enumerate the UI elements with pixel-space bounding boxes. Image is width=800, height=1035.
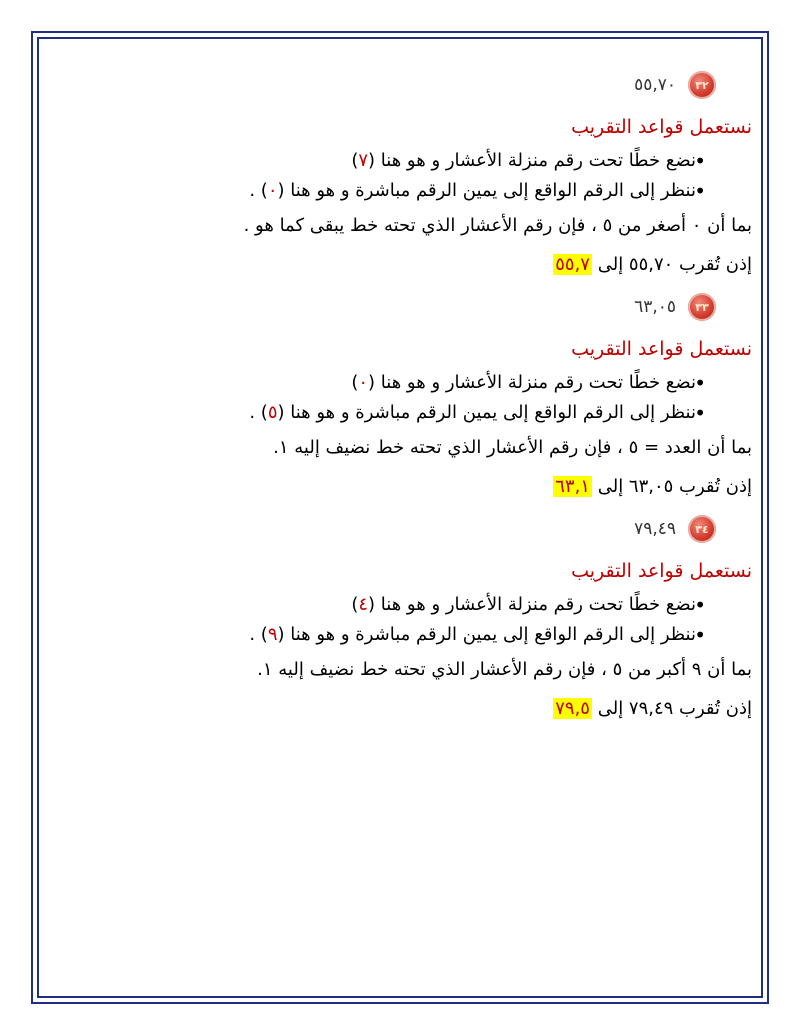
rule-title: نستعمل قواعد التقريب <box>571 560 752 582</box>
result-prefix: إذن تُقرب ٥٥,٧٠ إلى <box>597 254 752 275</box>
step-digit: ٩ <box>267 624 278 645</box>
problem-33 <box>48 284 752 506</box>
rule-title: نستعمل قواعد التقريب <box>571 338 752 360</box>
reasoning-line: بما أن ٠ أصغر من ٥ ، فإن رقم الأعشار الذي تحته خط يبقى كما هو . <box>243 215 752 236</box>
step-digit: ٧ <box>358 150 369 171</box>
exercise-header <box>48 62 752 108</box>
rule-title: نستعمل قواعد التقريب <box>571 116 752 138</box>
step-item: • نضع خطًا تحت رقم منزلة الأعشار و هو هنا (٧) <box>48 146 752 176</box>
answer-highlight: ٦٣,١ <box>555 476 590 497</box>
step-digit: ٠ <box>358 372 369 393</box>
step-item: • نضع خطًا تحت رقم منزلة الأعشار و هو هنا (٠) <box>48 368 752 398</box>
steps-list <box>48 368 752 428</box>
steps-list <box>48 146 752 206</box>
exercise-header <box>48 284 752 330</box>
exercise-number-badge: ٣٢ <box>688 71 716 99</box>
result-line <box>48 468 752 506</box>
reasoning-line: بما أن ٩ أكبر من ٥ ، فإن رقم الأعشار الذي تحته خط نضيف إليه ١. <box>257 659 752 680</box>
step-digit: ٠ <box>267 180 278 201</box>
step-item: • ننظر إلى الرقم الواقع إلى يمين الرقم مباشرة و هو هنا (٥) . <box>48 398 752 428</box>
step-item: • ننظر إلى الرقم الواقع إلى يمين الرقم مباشرة و هو هنا (٠) . <box>48 176 752 206</box>
exercise-number-badge: ٣٣ <box>688 293 716 321</box>
result-line <box>48 246 752 284</box>
exercise-number: ٥٥,٧٠ <box>634 75 676 95</box>
step-item: • ننظر إلى الرقم الواقع إلى يمين الرقم مباشرة و هو هنا (٩) . <box>48 620 752 650</box>
exercise-header <box>48 506 752 552</box>
reasoning-line: بما أن العدد = ٥ ، فإن رقم الأعشار الذي تحته خط نضيف إليه ١. <box>273 437 752 458</box>
answer-highlight: ٥٥,٧ <box>555 254 590 275</box>
result-prefix: إذن تُقرب ٦٣,٠٥ إلى <box>597 476 752 497</box>
result-line <box>48 690 752 728</box>
worksheet-content <box>48 62 752 728</box>
result-prefix: إذن تُقرب ٧٩,٤٩ إلى <box>597 698 752 719</box>
step-item: • نضع خطًا تحت رقم منزلة الأعشار و هو هنا (٤) <box>48 590 752 620</box>
exercise-number-badge: ٣٤ <box>688 515 716 543</box>
step-digit: ٥ <box>267 402 278 423</box>
answer-highlight: ٧٩,٥ <box>555 698 590 719</box>
steps-list <box>48 590 752 650</box>
exercise-number: ٧٩,٤٩ <box>634 519 676 539</box>
step-digit: ٤ <box>358 594 369 615</box>
problem-34 <box>48 506 752 728</box>
problem-32 <box>48 62 752 284</box>
exercise-number: ٦٣,٠٥ <box>634 297 676 317</box>
